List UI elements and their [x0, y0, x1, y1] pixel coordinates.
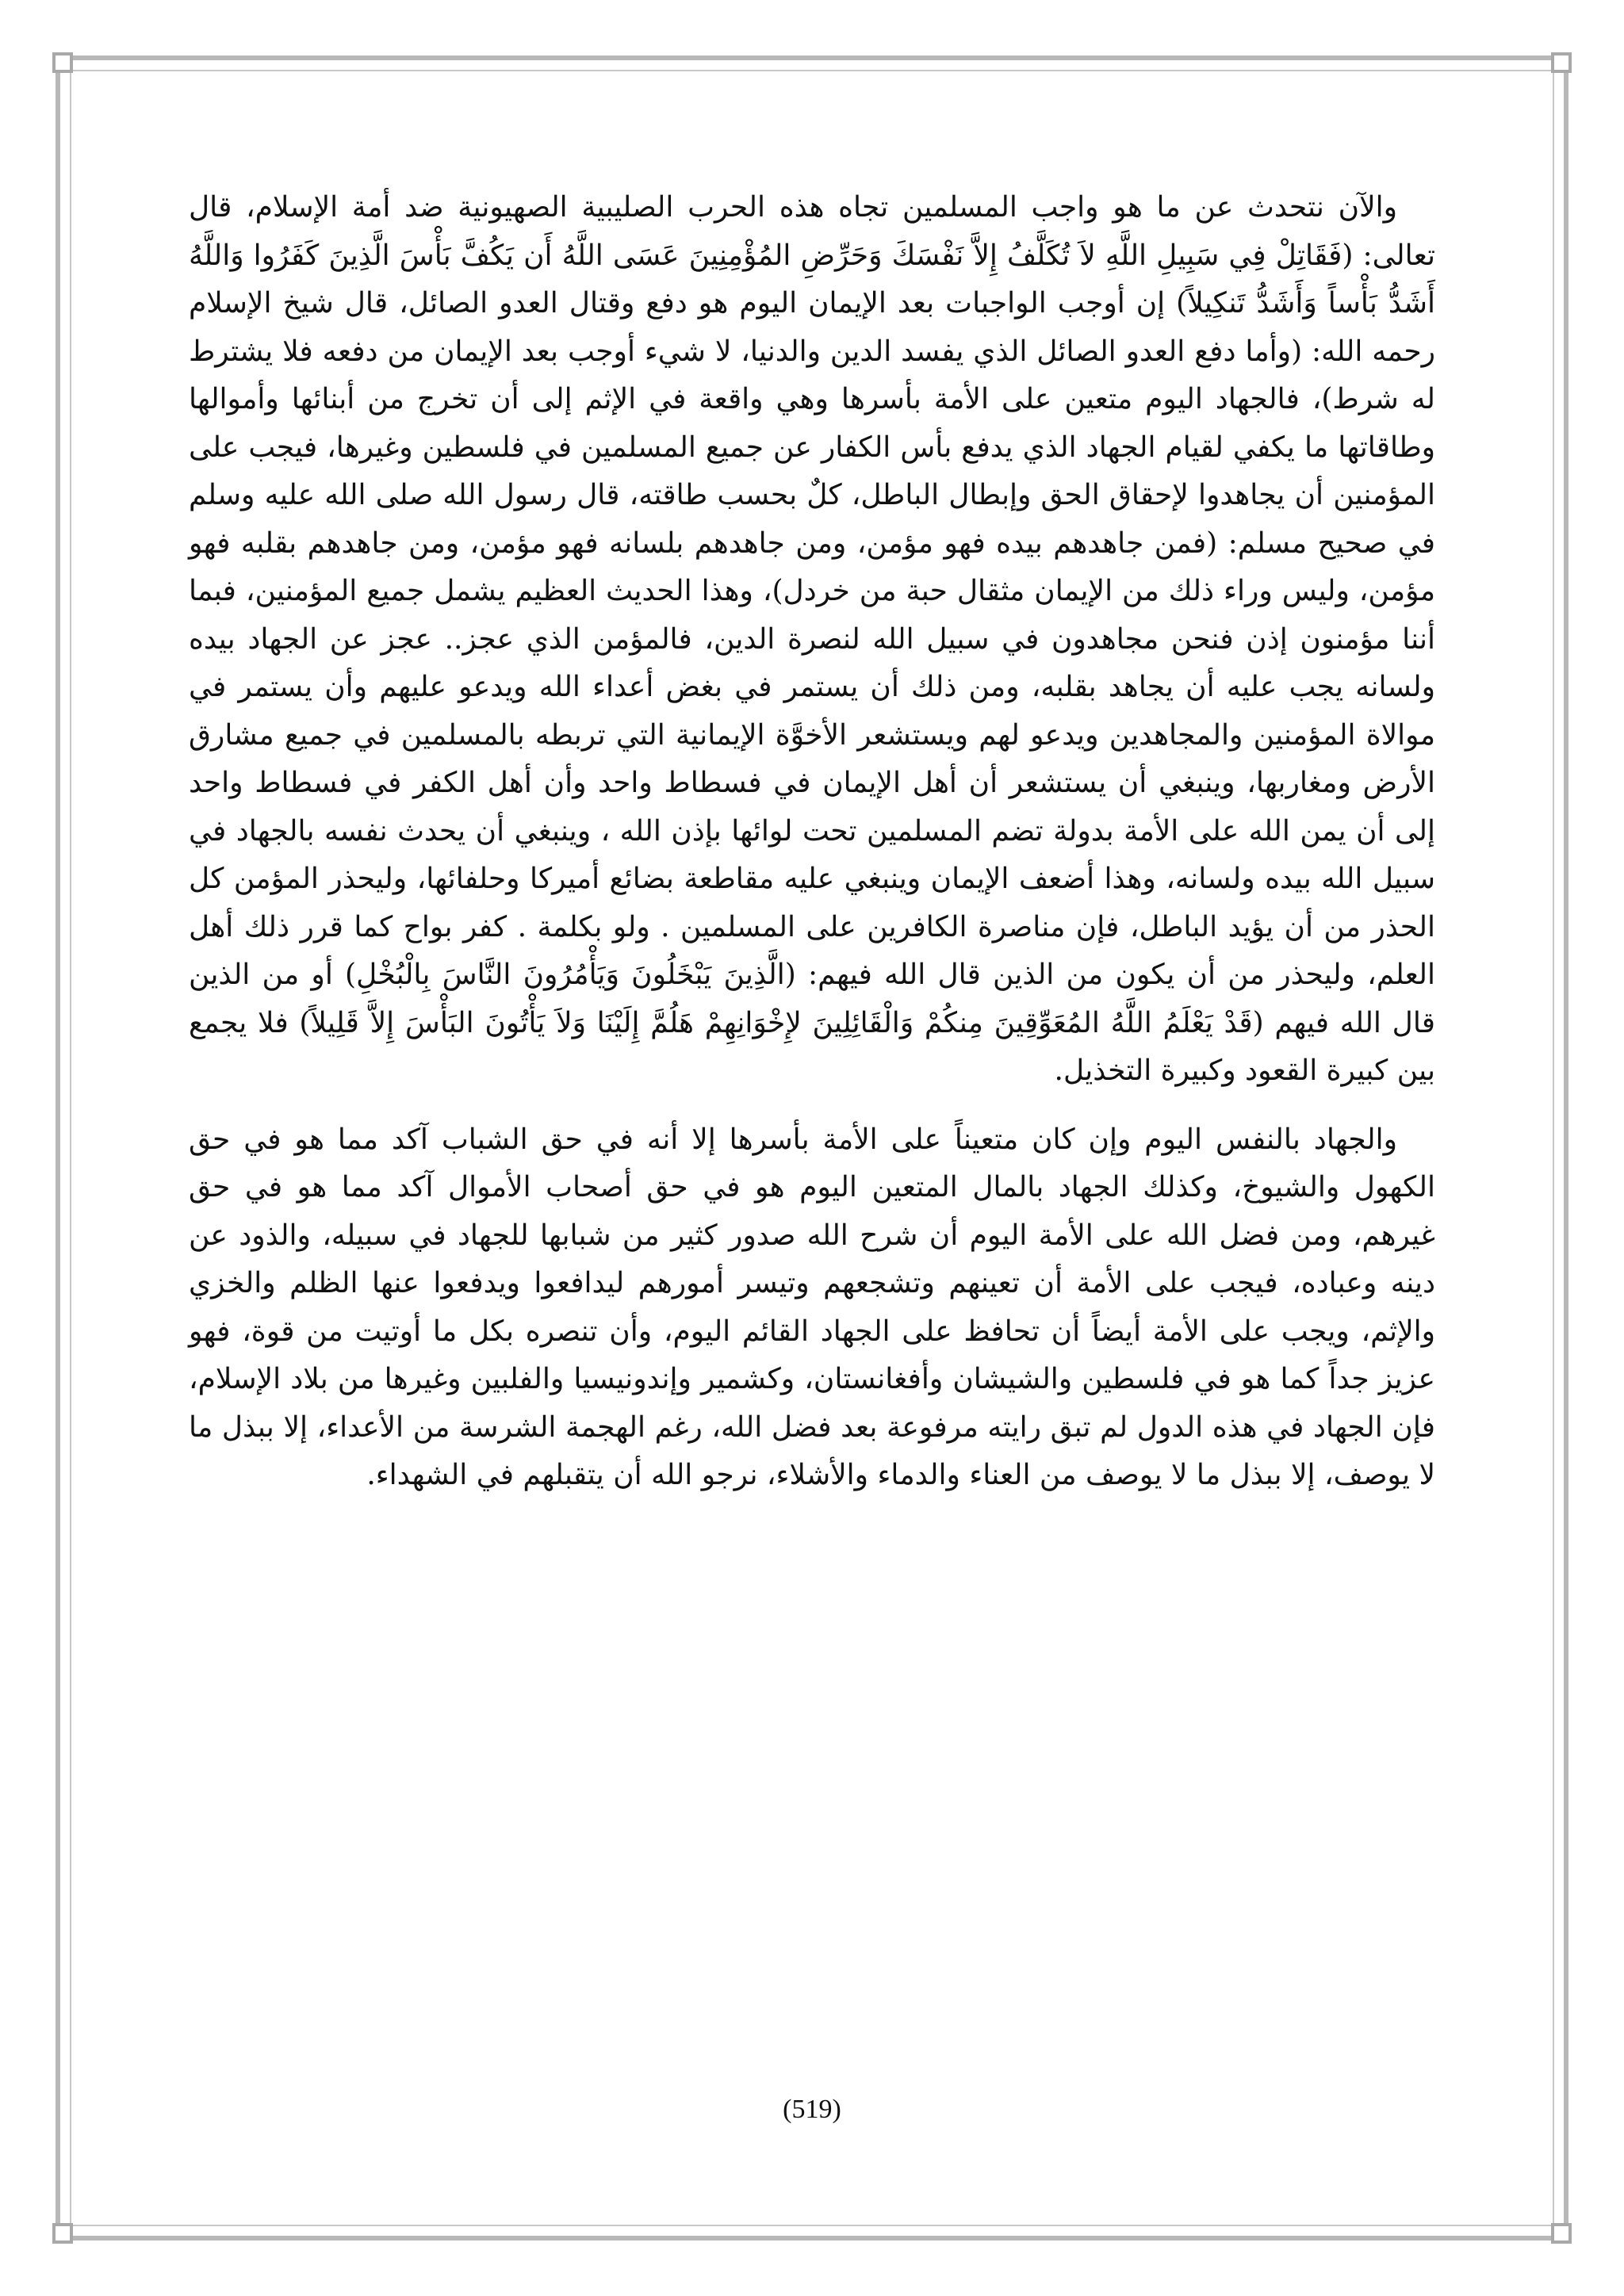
- border-corner-ornament: [52, 52, 73, 73]
- border-corner-ornament: [1551, 52, 1572, 73]
- border-corner-ornament: [52, 2223, 73, 2244]
- border-corner-ornament: [1551, 2223, 1572, 2244]
- paragraph-2: والجهاد بالنفس اليوم وإن كان متعيناً على الأمة بأسرها إلا أنه في حق الشباب آكد مما هو في حق الكهول والشيوخ، وكذلك الجهاد بالمال المتعين اليوم هو في حق أصحاب الأموال آكد مما هو في حق غيرهم، ومن فضل الله على الأمة اليوم أن شرح الله صدور كثير من شبابها للجهاد في سبيله، والذود عن دينه وعباده، فيجب على الأمة أن تعينهم وتشجعهم وتيسر أمورهم ليدافعوا ويدفعوا عنها الظلم والخزي والإثم، ويجب على الأمة أيضاً أن تحافظ على الجهاد القائم اليوم، وأن تنصره بكل ما أوتيت من قوة، فهو عزيز جداً كما هو في فلسطين والشيشان وأفغانستان، وكشمير وإندونيسيا والفلبين وغيرها من بلاد الإسلام، فإن الجهاد في هذه الدول لم تبق رايته مرفوعة بعد فضل الله، رغم الهجمة الشرسة من الأعداء، إلا ببذل ما لا يوصف، إلا ببذل ما لا يوصف من العناء والدماء والأشلاء، نرجو الله أن يتقبلهم في الشهداء.: [189, 1123, 1435, 1491]
- paragraph-1: والآن نتحدث عن ما هو واجب المسلمين تجاه هذه الحرب الصليبية الصهيونية ضد أمة الإسلام، قال تعالى: (فَقَاتِلْ فِي سَبِيلِ اللَّهِ لاَ تُكَلَّفُ إِلاَّ نَفْسَكَ وَحَرِّضِ المُؤْمِنِينَ عَسَى اللَّهُ أَن يَكُفَّ بَأْسَ الَّذِينَ كَفَرُوا وَاللَّهُ أَشَدُّ بَأْساً وَأَشَدُّ تَنكِيلاً) إن أوجب الواجبات بعد الإيمان اليوم هو دفع وقتال العدو الصائل، قال شيخ الإسلام رحمه الله: (وأما دفع العدو الصائل الذي يفسد الدين والدنيا، لا شيء أوجب بعد الإيمان من دفعه فلا يشترط له شرط)، فالجهاد اليوم متعين على الأمة بأسرها وهي واقعة في الإثم إلى أن تخرج من أبنائها وأموالها وطاقاتها ما يكفي لقيام الجهاد الذي يدفع بأس الكفار عن جميع المسلمين في فلسطين وغيرها، فيجب على المؤمنين أن يجاهدوا لإحقاق الحق وإبطال الباطل، كلٌ بحسب طاقته، قال رسول الله صلى الله عليه وسلم في صحيح مسلم: (فمن جاهدهم بيده فهو مؤمن، ومن جاهدهم بلسانه فهو مؤمن، ومن جاهدهم بقلبه فهو مؤمن، وليس وراء ذلك من الإيمان مثقال حبة من خردل)، وهذا الحديث العظيم يشمل جميع المؤمنين، فبما أننا مؤمنون إذن فنحن مجاهدون في سبيل الله لنصرة الدين، فالمؤمن الذي عجز.. عجز عن الجهاد بيده ولسانه يجب عليه أن يجاهد بقلبه، ومن ذلك أن يستمر في بغض أعداء الله ويدعو عليهم وأن يستمر في موالاة المؤمنين والمجاهدين ويدعو لهم ويستشعر الأخوَّة الإيمانية التي تربطه بالمسلمين في جميع مشارق الأرض ومغاربها، وينبغي أن يستشعر أن أهل الإيمان في فسطاط واحد وأن أهل الكفر في فسطاط واحد إلى أن يمن الله على الأمة بدولة تضم المسلمين تحت لوائها بإذن الله ، وينبغي أن يحدث نفسه بالجهاد في سبيل الله بيده ولسانه، وهذا أضعف الإيمان وينبغي عليه مقاطعة بضائع أميركا وحلفائها، وليحذر المؤمن كل الحذر من أن يؤيد الباطل، فإن مناصرة الكافرين على المسلمين . ولو بكلمة . كفر بواح كما قرر ذلك أهل العلم، وليحذر من أن يكون من الذين قال الله فيهم: (الَّذِينَ يَبْخَلُونَ وَيَأْمُرُونَ النَّاسَ بِالْبُخْلِ) أو من الذين قال الله فيهم (قَدْ يَعْلَمُ اللَّهُ المُعَوِّقِينَ مِنكُمْ وَالْقَائِلِينَ لإِخْوَانِهِمْ هَلُمَّ إِلَيْنَا وَلاَ يَأْتُونَ البَأْسَ إِلاَّ قَلِيلاً) فلا يجمع بين كبيرة القعود وكبيرة التخذيل.: [189, 191, 1435, 1087]
- page-number: (519): [783, 2095, 841, 2124]
- document-body: [189, 184, 1435, 1500]
